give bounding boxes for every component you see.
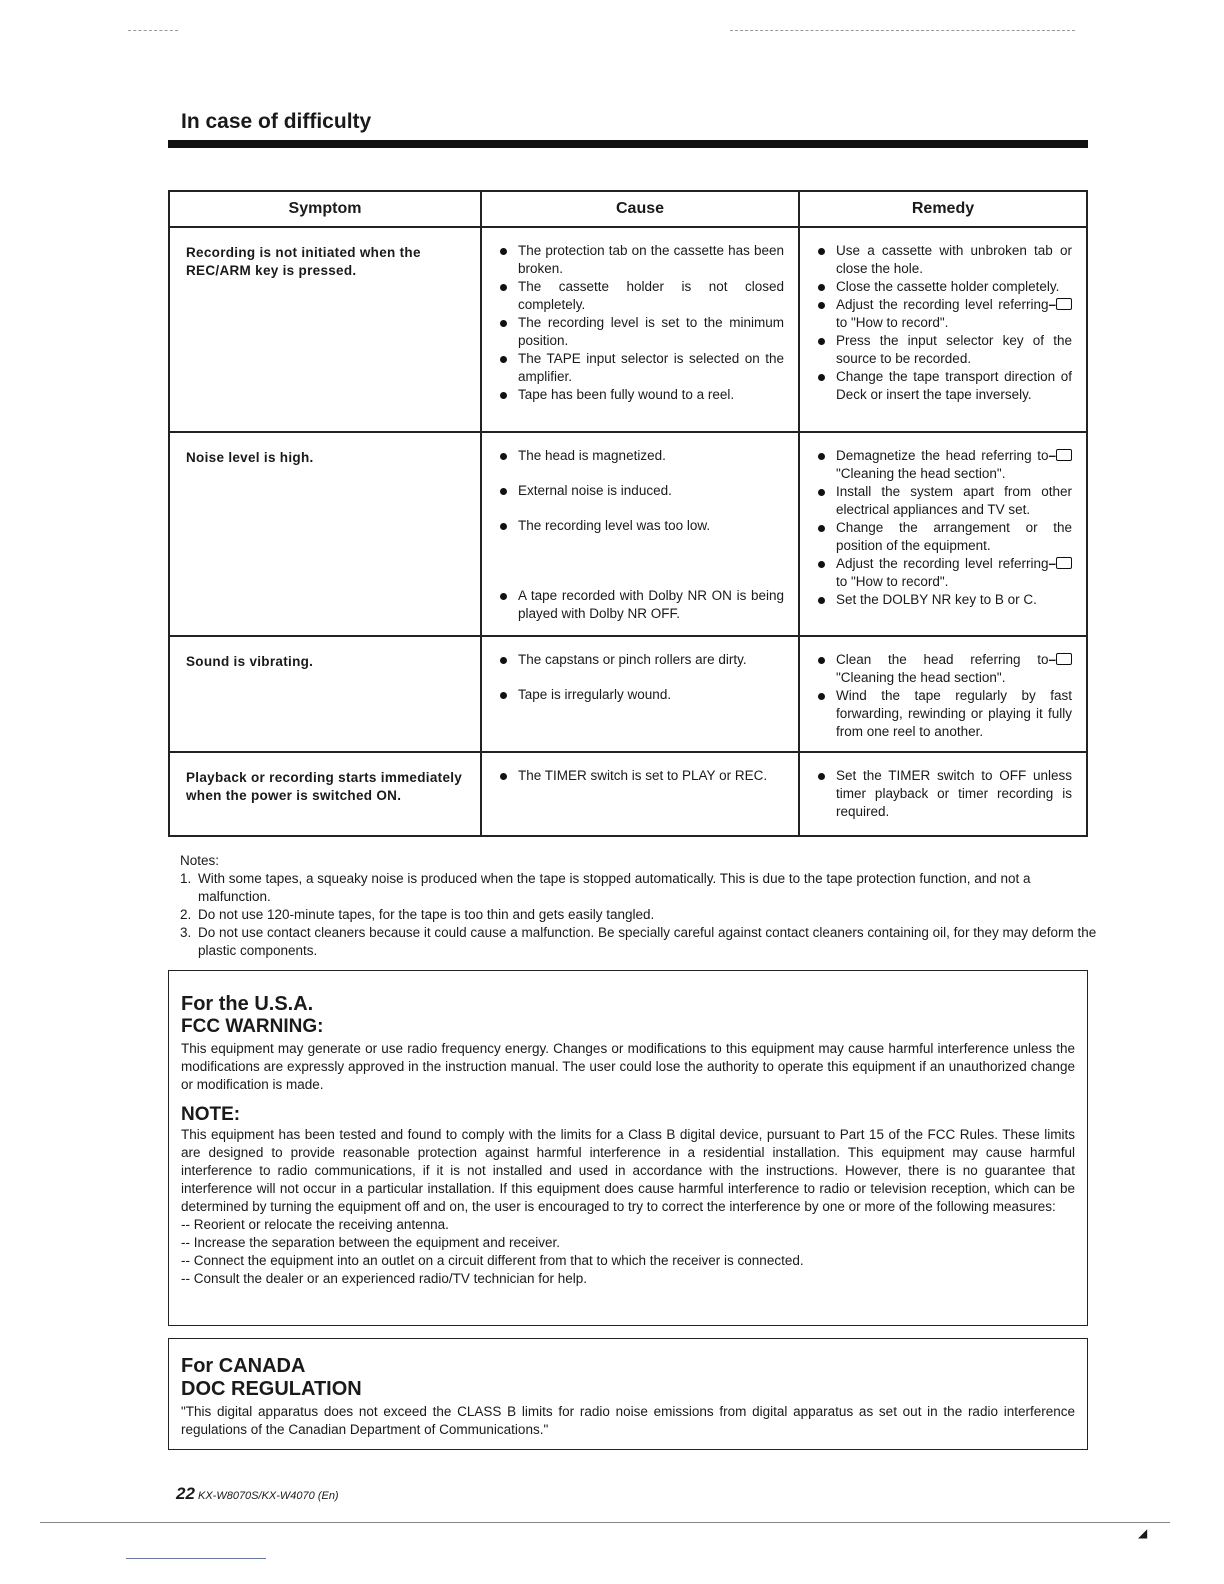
note-text: Do not use 120-minute tapes, for the tape is too thin and gets easily tangled. xyxy=(198,907,655,922)
table-row xyxy=(169,636,1087,752)
symptom-cell: Playback or recording starts immediately when the power is switched ON. xyxy=(169,752,481,836)
model-number: KX-W8070S/KX-W4070 (En) xyxy=(197,1490,339,1502)
table-row xyxy=(169,432,1087,636)
symptom-cell: Sound is vibrating. xyxy=(169,636,481,752)
table-header-row xyxy=(169,191,1087,227)
page-number: 22 xyxy=(176,1484,195,1503)
remedy-item: Change the tape transport direction of Deck or insert the tape inversely. xyxy=(814,368,1072,404)
cause-item: External noise is induced. xyxy=(496,482,784,500)
cause-cell xyxy=(481,227,799,432)
usa-fcc-box xyxy=(168,970,1088,1326)
symptom-cell: Recording is not initiated when the REC/ARM key is pressed. xyxy=(169,227,481,432)
remedy-text: Demagnetize the head referring to "Cleaning the head section". xyxy=(836,448,1049,481)
cause-item: A tape recorded with Dolby NR ON is being played with Dolby NR OFF. xyxy=(496,587,784,623)
cause-item: The protection tab on the cassette has been broken. xyxy=(496,242,784,278)
top-dashed-rule xyxy=(730,30,1075,31)
remedy-item: Change the arrangement or the position of the equipment. xyxy=(814,519,1072,555)
note-title: NOTE: xyxy=(181,1104,241,1125)
cause-item: The head is magnetized. xyxy=(496,447,784,465)
remedy-text: Adjust the recording level referring to "How to record". xyxy=(836,297,1049,330)
remedy-item xyxy=(814,555,1072,591)
manual-reference-icon: – xyxy=(1048,447,1072,465)
note-number: 1. xyxy=(180,871,192,886)
measure-item: -- Reorient or relocate the receiving antenna. xyxy=(181,1217,449,1232)
doc-regulation-text: "This digital apparatus does not exceed the CLASS B limits for radio noise emissions from digital apparatus as set out in the radio interference regulations of the Canadian Department of Communications." xyxy=(181,1404,1075,1437)
cause-cell xyxy=(481,636,799,752)
remedy-text: Adjust the recording level referring to "How to record". xyxy=(836,556,1049,589)
top-dashed-mark xyxy=(128,30,178,31)
remedy-item xyxy=(814,296,1072,332)
page-title: In case of difficulty xyxy=(181,110,372,133)
cause-item: The TIMER switch is set to PLAY or REC. xyxy=(496,767,784,785)
header-remedy: Remedy xyxy=(799,191,1087,227)
table-row xyxy=(169,752,1087,836)
canada-doc-box xyxy=(168,1338,1088,1450)
bottom-rule xyxy=(40,1522,1170,1523)
cause-item: The TAPE input selector is selected on the amplifier. xyxy=(496,350,784,386)
cause-item: The cassette holder is not closed completely. xyxy=(496,278,784,314)
notes-title: Notes: xyxy=(180,853,220,868)
fcc-warning-text: This equipment may generate or use radio frequency energy. Changes or modifications to this equipment may cause harmful interference unless the modifications are expressly approved in the instruction manual. The user could lose the authority to operate this equipment if an unauthorized change or modification is made. xyxy=(181,1041,1075,1092)
note-item xyxy=(180,924,1104,960)
remedy-item: Set the TIMER switch to OFF unless timer playback or timer recording is required. xyxy=(814,767,1072,821)
canada-title: For CANADA xyxy=(181,1355,306,1377)
remedy-item: Wind the tape regularly by fast forwarding, rewinding or playing it fully from one reel to another. xyxy=(814,687,1072,741)
note-number: 2. xyxy=(180,907,192,922)
title-rule xyxy=(168,140,1088,148)
symptom-cell: Noise level is high. xyxy=(169,432,481,636)
note-number: 3. xyxy=(180,925,192,940)
fcc-warning-title: FCC WARNING: xyxy=(181,1016,324,1037)
remedy-item: Set the DOLBY NR key to B or C. xyxy=(814,591,1072,609)
remedy-text: Clean the head referring to "Cleaning the head section". xyxy=(836,652,1049,685)
remedy-item: Press the input selector key of the source to be recorded. xyxy=(814,332,1072,368)
cause-cell xyxy=(481,752,799,836)
page-footer xyxy=(176,1484,339,1504)
remedy-item: Use a cassette with unbroken tab or close the hole. xyxy=(814,242,1072,278)
manual-reference-icon: – xyxy=(1048,651,1072,669)
remedy-cell xyxy=(799,752,1087,836)
link-underline xyxy=(126,1558,266,1559)
remedy-cell xyxy=(799,227,1087,432)
header-symptom: Symptom xyxy=(169,191,481,227)
measure-item: -- Increase the separation between the equipment and receiver. xyxy=(181,1235,560,1250)
note-text: This equipment has been tested and found to comply with the limits for a Class B digital device, pursuant to Part 15 of the FCC Rules. These limits are designed to provide reasonable protection against harmful interference in a residential installation. This equipment may cause harmful interference to radio communications, if it is not installed and used in accordance with the instructions. However, there is no guarantee that interference will not occur in a particular installation. If this equipment does cause harmful interference to radio or television reception, which can be determined by turning the equipment off and on, the user is encouraged to try to correct the interference by one or more of the following measures: xyxy=(181,1127,1075,1214)
remedy-item xyxy=(814,447,1072,483)
note-item xyxy=(180,870,1104,906)
usa-title: For the U.S.A. xyxy=(181,993,314,1015)
cause-item: The recording level is set to the minimum position. xyxy=(496,314,784,350)
cause-item: The capstans or pinch rollers are dirty. xyxy=(496,651,784,669)
remedy-item xyxy=(814,651,1072,687)
note-text: Do not use contact cleaners because it could cause a malfunction. Be specially careful against contact cleaners containing oil, for they may deform the plastic components. xyxy=(198,925,1097,958)
measure-item: -- Consult the dealer or an experienced radio/TV technician for help. xyxy=(181,1271,587,1286)
notes-section xyxy=(180,852,1104,960)
table-row xyxy=(169,227,1087,432)
troubleshooting-table xyxy=(168,190,1088,837)
cause-item: The recording level was too low. xyxy=(496,517,784,535)
note-text: With some tapes, a squeaky noise is produced when the tape is stopped automatically. This is due to the tape protection function, and not a malfunction. xyxy=(198,871,1031,904)
measure-item: -- Connect the equipment into an outlet on a circuit different from that to which the receiver is connected. xyxy=(181,1253,804,1268)
header-cause: Cause xyxy=(481,191,799,227)
remedy-cell xyxy=(799,432,1087,636)
doc-regulation-title: DOC REGULATION xyxy=(181,1378,362,1400)
manual-reference-icon: – xyxy=(1048,296,1072,314)
note-item xyxy=(180,906,1104,924)
remedy-cell xyxy=(799,636,1087,752)
remedy-item: Install the system apart from other electrical appliances and TV set. xyxy=(814,483,1072,519)
cause-item: Tape has been fully wound to a reel. xyxy=(496,386,784,404)
manual-reference-icon: – xyxy=(1048,555,1072,573)
remedy-item: Close the cassette holder completely. xyxy=(814,278,1072,296)
cause-cell xyxy=(481,432,799,636)
cause-item: Tape is irregularly wound. xyxy=(496,686,784,704)
corner-mark-icon: ◢ xyxy=(1138,1526,1148,1540)
